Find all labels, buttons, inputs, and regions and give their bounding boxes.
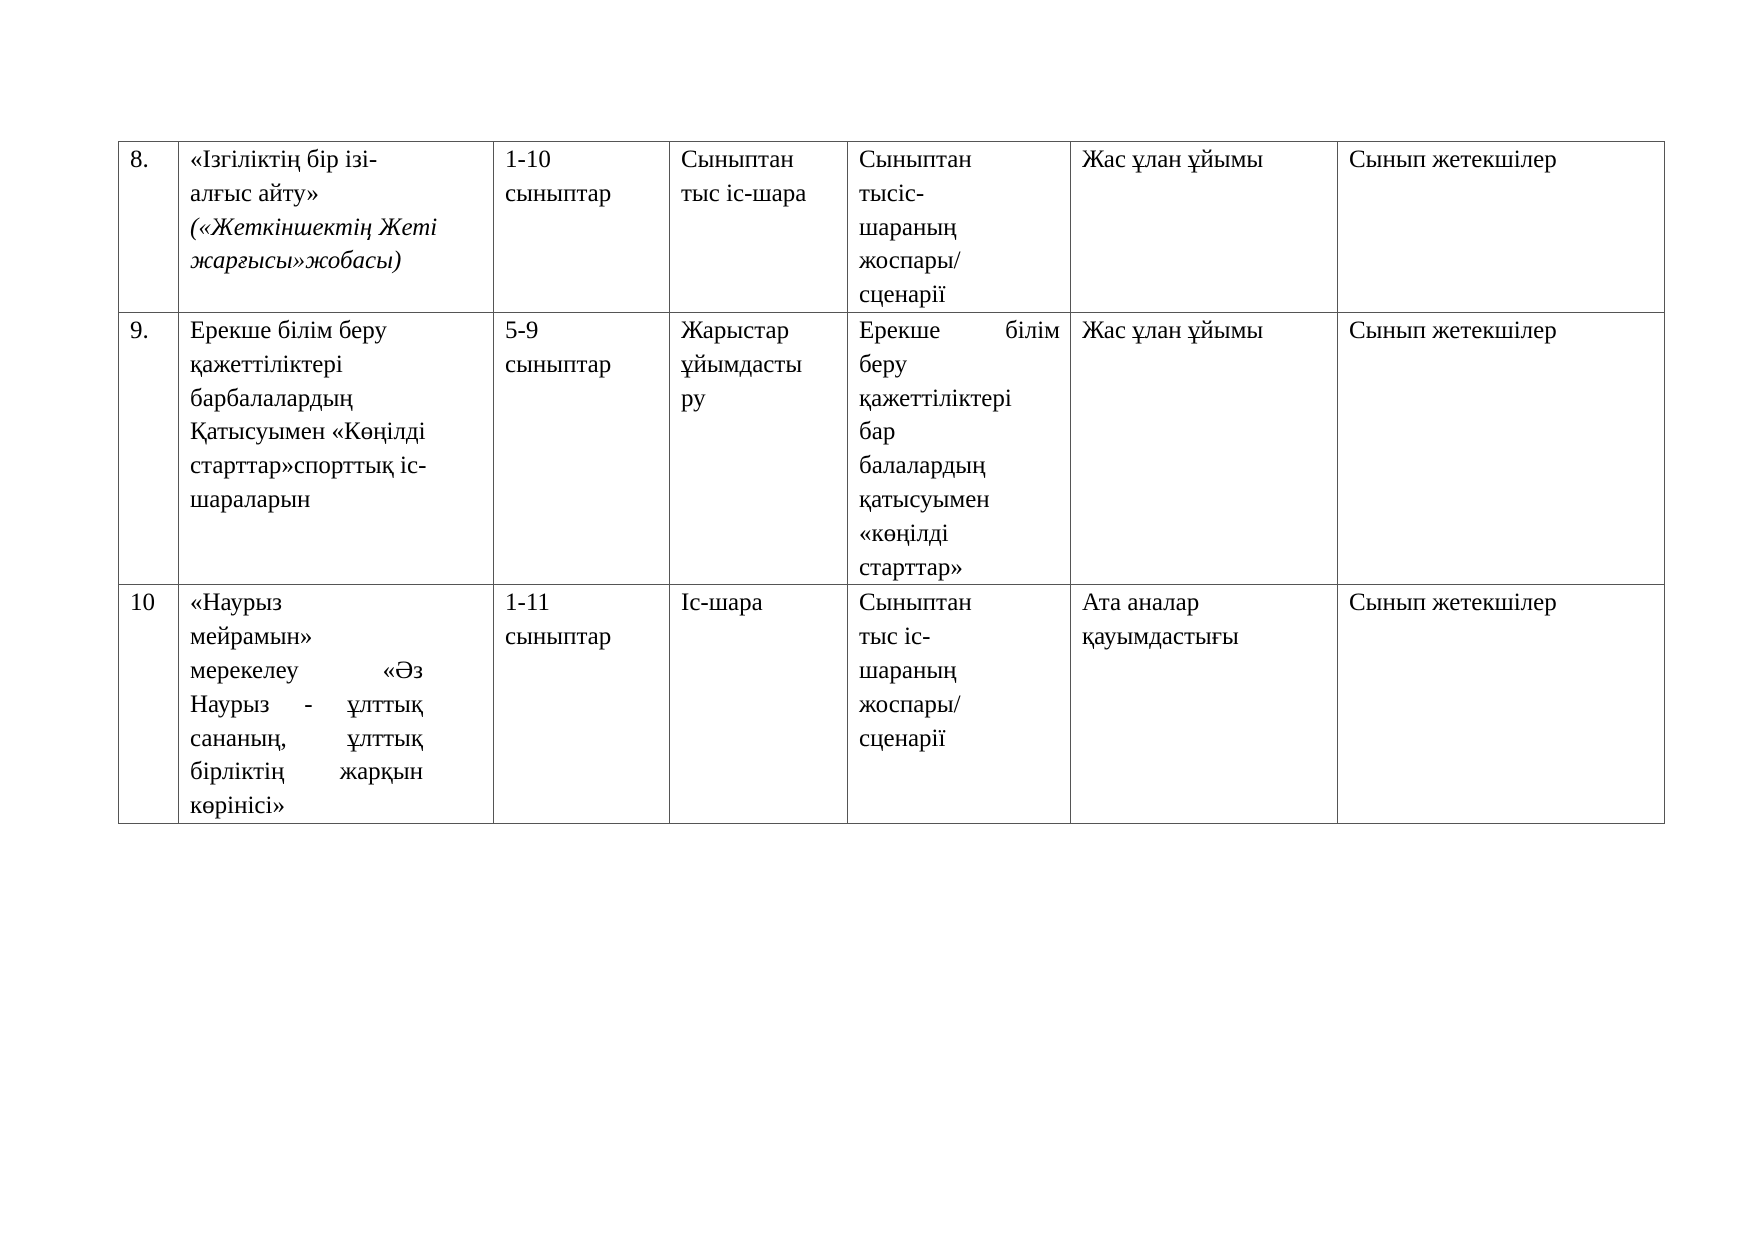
- result-cell: Ерекше білім беру қажеттіліктері бар балалардың қатысуымен «көңілді старттар»: [848, 313, 1071, 585]
- row-number-cell: 8.: [119, 142, 179, 313]
- responsible-cell: Сынып жетекшілер: [1338, 585, 1665, 824]
- partner-cell: Жас ұлан ұйымы: [1071, 142, 1338, 313]
- event-title-cell: «Ізгіліктің бір ізі- алғыс айту» («Жеткіншектің Жеті жарғысы»жобасы): [179, 142, 494, 313]
- event-title-cell: «Наурыз мейрамын» мерекелеу «Әз Наурыз - ұлттық сананың, ұлттық бірліктің жарқын көрінісі»: [179, 585, 494, 824]
- table-row: [119, 585, 1665, 824]
- partner-cell: Жас ұлан ұйымы: [1071, 313, 1338, 585]
- result-cell: Сыныптан тыс іс- шараның жоспары/ сценарії: [848, 585, 1071, 824]
- responsible-cell: Сынып жетекшілер: [1338, 313, 1665, 585]
- event-project-note: жарғысы»жобасы): [190, 247, 402, 275]
- form-cell: Сыныптан тыс іс-шара: [670, 142, 848, 313]
- row-number-cell: 9.: [119, 313, 179, 585]
- event-project-note: («Жеткіншектің Жеті: [190, 213, 438, 241]
- responsible-cell: Сынып жетекшілер: [1338, 142, 1665, 313]
- grade-cell: 5-9 сыныптар: [494, 313, 670, 585]
- form-cell: Іс-шара: [670, 585, 848, 824]
- table-row: [119, 313, 1665, 585]
- row-number-cell: 10: [119, 585, 179, 824]
- activity-plan-table: [118, 141, 1665, 824]
- form-cell: Жарыстар ұйымдасты ру: [670, 313, 848, 585]
- grade-cell: 1-11 сыныптар: [494, 585, 670, 824]
- grade-cell: 1-10 сыныптар: [494, 142, 670, 313]
- result-cell: Сыныптан тысіс- шараның жоспары/ сценарії: [848, 142, 1071, 313]
- partner-cell: Ата аналар қауымдастығы: [1071, 585, 1338, 824]
- table-row: [119, 142, 1665, 313]
- event-title-cell: Ерекше білім беру қажеттіліктері барбалалардың Қатысуымен «Көңілді старттар»спорттық іс- шараларын: [179, 313, 494, 585]
